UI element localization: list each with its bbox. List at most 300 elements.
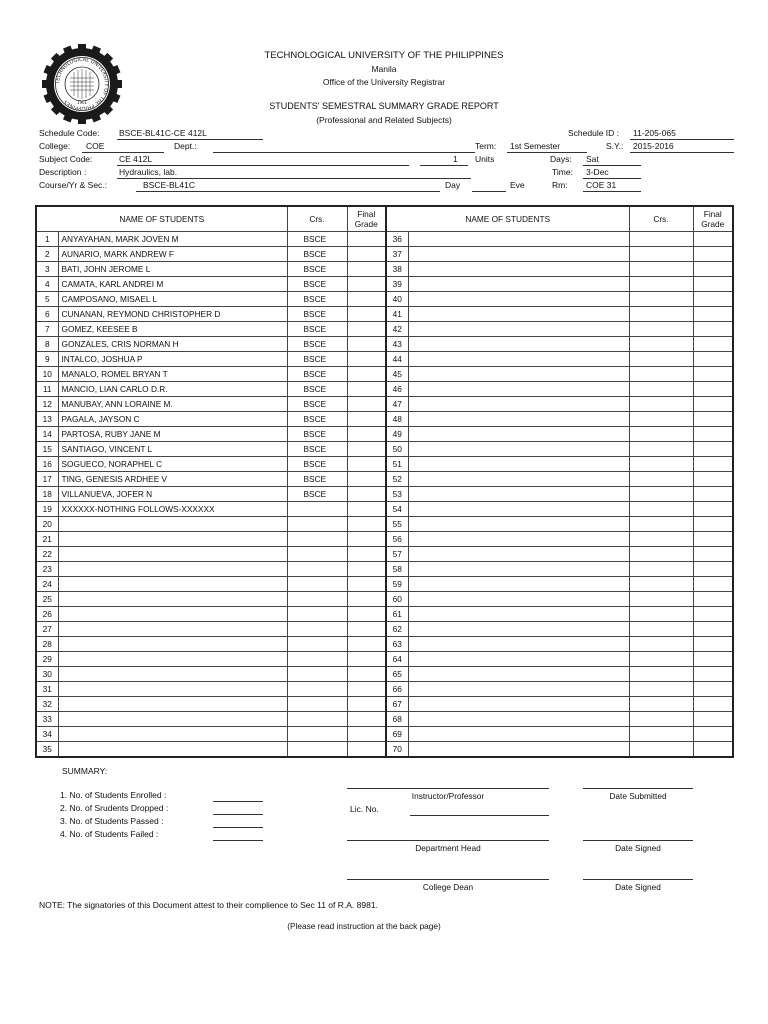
student-course xyxy=(287,742,347,758)
final-grade-cell-right xyxy=(693,562,733,577)
description-label: Description : xyxy=(39,167,87,177)
final-grade-cell xyxy=(347,622,386,637)
student-course-right xyxy=(629,532,693,547)
table-header-row xyxy=(36,206,733,232)
col-header-final-left: Final Grade xyxy=(347,206,386,232)
student-course-right xyxy=(629,697,693,712)
student-course-right xyxy=(629,727,693,742)
final-grade-cell xyxy=(347,637,386,652)
student-course-right xyxy=(629,382,693,397)
row-number-left: 3 xyxy=(36,262,58,277)
student-name xyxy=(58,727,287,742)
student-course-right xyxy=(629,292,693,307)
table-row xyxy=(36,322,733,337)
final-grade-cell xyxy=(347,667,386,682)
student-name xyxy=(58,517,287,532)
department-head-label: Department Head xyxy=(415,843,481,853)
table-row xyxy=(36,667,733,682)
row-number-right: 55 xyxy=(386,517,408,532)
summary-failed: 4. No. of Students Failed : xyxy=(60,829,159,839)
student-name: SOGUECO, NORAPHEL C xyxy=(58,457,287,472)
row-number-left: 14 xyxy=(36,427,58,442)
student-name-right xyxy=(408,457,629,472)
col-header-crs-right: Crs. xyxy=(629,206,693,232)
college-value: COE xyxy=(86,141,105,151)
final-grade-cell-right xyxy=(693,517,733,532)
days-value: Sat xyxy=(586,154,599,164)
table-row xyxy=(36,337,733,352)
student-course-right xyxy=(629,352,693,367)
table-row xyxy=(36,622,733,637)
student-name-right xyxy=(408,682,629,697)
student-course-right xyxy=(629,562,693,577)
final-grade-cell xyxy=(347,277,386,292)
student-course xyxy=(287,562,347,577)
row-number-left: 33 xyxy=(36,712,58,727)
final-grade-cell xyxy=(347,307,386,322)
student-name-right xyxy=(408,262,629,277)
student-course-right xyxy=(629,667,693,682)
student-name xyxy=(58,682,287,697)
student-course xyxy=(287,577,347,592)
student-name-right xyxy=(408,367,629,382)
student-course xyxy=(287,697,347,712)
table-row xyxy=(36,427,733,442)
table-row xyxy=(36,472,733,487)
student-name xyxy=(58,577,287,592)
final-grade-cell xyxy=(347,397,386,412)
row-number-right: 63 xyxy=(386,637,408,652)
student-name: ANYAYAHAN, MARK JOVEN M xyxy=(58,232,287,247)
student-name xyxy=(58,592,287,607)
seal-ring-text: TECHNOLOGICAL UNIVERSITY OF THE PHILIPPINES xyxy=(54,56,110,112)
row-number-left: 29 xyxy=(36,652,58,667)
row-number-left: 28 xyxy=(36,637,58,652)
final-grade-cell xyxy=(347,292,386,307)
final-grade-cell xyxy=(347,517,386,532)
final-grade-cell xyxy=(347,382,386,397)
student-course-right xyxy=(629,397,693,412)
table-row xyxy=(36,742,733,758)
row-number-right: 42 xyxy=(386,322,408,337)
student-name-right xyxy=(408,247,629,262)
student-name-right xyxy=(408,742,629,758)
rm-value: COE 31 xyxy=(586,180,617,190)
student-name xyxy=(58,607,287,622)
student-course: BSCE xyxy=(287,412,347,427)
student-course xyxy=(287,502,347,517)
final-grade-cell-right xyxy=(693,472,733,487)
student-course: BSCE xyxy=(287,457,347,472)
final-grade-cell-right xyxy=(693,457,733,472)
table-row xyxy=(36,682,733,697)
student-course: BSCE xyxy=(287,442,347,457)
student-course-right xyxy=(629,277,693,292)
final-grade-cell-right xyxy=(693,382,733,397)
student-name xyxy=(58,652,287,667)
units-label: Units xyxy=(475,154,495,164)
row-number-left: 32 xyxy=(36,697,58,712)
final-grade-cell xyxy=(347,487,386,502)
student-name-right xyxy=(408,532,629,547)
student-course-right xyxy=(629,472,693,487)
final-grade-cell-right xyxy=(693,352,733,367)
student-course: BSCE xyxy=(287,427,347,442)
student-name xyxy=(58,742,287,758)
row-number-right: 64 xyxy=(386,652,408,667)
dept-label: Dept.: xyxy=(174,141,197,151)
row-number-right: 65 xyxy=(386,667,408,682)
subject-code-value: CE 412L xyxy=(119,154,153,164)
lic-no-label: Lic. No. xyxy=(350,804,379,814)
final-grade-cell-right xyxy=(693,277,733,292)
term-label: Term: xyxy=(475,141,497,151)
row-number-right: 66 xyxy=(386,682,408,697)
student-course xyxy=(287,592,347,607)
table-row xyxy=(36,712,733,727)
student-course: BSCE xyxy=(287,337,347,352)
row-number-left: 26 xyxy=(36,607,58,622)
final-grade-cell-right xyxy=(693,307,733,322)
final-grade-cell xyxy=(347,367,386,382)
row-number-left: 15 xyxy=(36,442,58,457)
student-name: PARTOSA, RUBY JANE M xyxy=(58,427,287,442)
final-grade-cell-right xyxy=(693,682,733,697)
student-course-right xyxy=(629,652,693,667)
student-name-right xyxy=(408,622,629,637)
student-name: TING, GENESIS ARDHEE V xyxy=(58,472,287,487)
student-name-right xyxy=(408,472,629,487)
student-course-right xyxy=(629,742,693,758)
col-header-name-right: NAME OF STUDENTS xyxy=(386,206,629,232)
student-name xyxy=(58,547,287,562)
student-name-right xyxy=(408,607,629,622)
student-course-right xyxy=(629,232,693,247)
final-grade-cell xyxy=(347,652,386,667)
row-number-right: 40 xyxy=(386,292,408,307)
student-name xyxy=(58,667,287,682)
final-grade-cell-right xyxy=(693,442,733,457)
student-name-right xyxy=(408,487,629,502)
student-course: BSCE xyxy=(287,307,347,322)
final-grade-cell-right xyxy=(693,637,733,652)
report-subtitle: (Professional and Related Subjects) xyxy=(316,115,452,125)
final-grade-cell-right xyxy=(693,712,733,727)
final-grade-cell xyxy=(347,532,386,547)
final-grade-cell-right xyxy=(693,547,733,562)
final-grade-cell-right xyxy=(693,232,733,247)
table-row xyxy=(36,367,733,382)
student-course: BSCE xyxy=(287,277,347,292)
table-row xyxy=(36,547,733,562)
student-course-right xyxy=(629,682,693,697)
row-number-left: 23 xyxy=(36,562,58,577)
student-course-right xyxy=(629,622,693,637)
student-name xyxy=(58,562,287,577)
row-number-left: 2 xyxy=(36,247,58,262)
student-course-right xyxy=(629,637,693,652)
table-row xyxy=(36,577,733,592)
student-name: AUNARIO, MARK ANDREW F xyxy=(58,247,287,262)
college-label: College: xyxy=(39,141,71,151)
row-number-right: 68 xyxy=(386,712,408,727)
student-name: VILLANUEVA, JOFER N xyxy=(58,487,287,502)
student-course: BSCE xyxy=(287,352,347,367)
final-grade-cell-right xyxy=(693,592,733,607)
student-name-right xyxy=(408,577,629,592)
row-number-right: 58 xyxy=(386,562,408,577)
student-name xyxy=(58,712,287,727)
student-course xyxy=(287,727,347,742)
date-submitted-label: Date Submitted xyxy=(609,791,667,801)
student-name-right xyxy=(408,727,629,742)
row-number-right: 44 xyxy=(386,352,408,367)
final-grade-cell xyxy=(347,712,386,727)
row-number-left: 31 xyxy=(36,682,58,697)
time-value: 3-Dec xyxy=(586,167,609,177)
schedule-id-value: 11-205-065 xyxy=(633,128,676,138)
row-number-left: 16 xyxy=(36,457,58,472)
table-row xyxy=(36,412,733,427)
student-course-right xyxy=(629,247,693,262)
row-number-left: 6 xyxy=(36,307,58,322)
student-name-right xyxy=(408,547,629,562)
time-label: Time: xyxy=(552,167,573,177)
course-value: BSCE-BL41C xyxy=(143,180,195,190)
table-row xyxy=(36,532,733,547)
summary-title: SUMMARY: xyxy=(62,766,108,776)
student-name xyxy=(58,697,287,712)
row-number-left: 10 xyxy=(36,367,58,382)
student-course xyxy=(287,682,347,697)
row-number-left: 17 xyxy=(36,472,58,487)
student-course-right xyxy=(629,367,693,382)
student-course-right xyxy=(629,592,693,607)
student-course-right xyxy=(629,262,693,277)
summary-dropped: 2. No. of Srudents Dropped : xyxy=(60,803,169,813)
table-row xyxy=(36,442,733,457)
seal-year: 1901 xyxy=(76,100,88,105)
row-number-right: 49 xyxy=(386,427,408,442)
student-name: GONZALES, CRIS NORMAN H xyxy=(58,337,287,352)
student-course: BSCE xyxy=(287,487,347,502)
rm-label: Rm: xyxy=(552,180,568,190)
student-course xyxy=(287,622,347,637)
row-number-right: 37 xyxy=(386,247,408,262)
table-row xyxy=(36,307,733,322)
row-number-left: 22 xyxy=(36,547,58,562)
student-course-right xyxy=(629,712,693,727)
student-name-right xyxy=(408,292,629,307)
student-name: BATI, JOHN JEROME L xyxy=(58,262,287,277)
student-name-right xyxy=(408,562,629,577)
table-row xyxy=(36,637,733,652)
student-name-right xyxy=(408,637,629,652)
student-course: BSCE xyxy=(287,262,347,277)
final-grade-cell xyxy=(347,502,386,517)
student-name xyxy=(58,622,287,637)
table-row xyxy=(36,247,733,262)
col-header-final-right: Final Grade xyxy=(693,206,733,232)
final-grade-cell xyxy=(347,262,386,277)
row-number-right: 45 xyxy=(386,367,408,382)
student-course-right xyxy=(629,517,693,532)
final-grade-cell-right xyxy=(693,652,733,667)
row-number-left: 24 xyxy=(36,577,58,592)
student-course-right xyxy=(629,547,693,562)
student-name-right xyxy=(408,667,629,682)
table-row xyxy=(36,517,733,532)
schedule-code-value: BSCE-BL41C-CE 412L xyxy=(119,128,207,138)
row-number-left: 27 xyxy=(36,622,58,637)
row-number-left: 35 xyxy=(36,742,58,758)
summary-passed: 3. No. of Students Passed : xyxy=(60,816,164,826)
row-number-right: 59 xyxy=(386,577,408,592)
student-name xyxy=(58,532,287,547)
table-row xyxy=(36,277,733,292)
student-course-right xyxy=(629,307,693,322)
row-number-right: 38 xyxy=(386,262,408,277)
final-grade-cell xyxy=(347,547,386,562)
student-name: MANALO, ROMEL BRYAN T xyxy=(58,367,287,382)
student-name xyxy=(58,637,287,652)
table-row xyxy=(36,262,733,277)
term-value: 1st Semester xyxy=(510,141,561,151)
student-course xyxy=(287,652,347,667)
student-course-right xyxy=(629,457,693,472)
final-grade-cell-right xyxy=(693,727,733,742)
row-number-left: 12 xyxy=(36,397,58,412)
student-name: PAGALA, JAYSON C xyxy=(58,412,287,427)
student-name-right xyxy=(408,337,629,352)
final-grade-cell xyxy=(347,232,386,247)
row-number-right: 56 xyxy=(386,532,408,547)
row-number-left: 4 xyxy=(36,277,58,292)
table-row xyxy=(36,727,733,742)
final-grade-cell xyxy=(347,727,386,742)
student-course xyxy=(287,667,347,682)
row-number-left: 18 xyxy=(36,487,58,502)
student-course: BSCE xyxy=(287,247,347,262)
row-number-right: 53 xyxy=(386,487,408,502)
row-number-right: 62 xyxy=(386,622,408,637)
row-number-left: 20 xyxy=(36,517,58,532)
student-name-right xyxy=(408,502,629,517)
eve-label: Eve xyxy=(510,180,525,190)
student-course xyxy=(287,712,347,727)
row-number-right: 70 xyxy=(386,742,408,758)
college-dean-label: College Dean xyxy=(422,882,474,892)
table-row xyxy=(36,607,733,622)
row-number-left: 30 xyxy=(36,667,58,682)
student-name-right xyxy=(408,427,629,442)
row-number-left: 9 xyxy=(36,352,58,367)
registrar-office: Office of the University Registrar xyxy=(322,77,446,87)
final-grade-cell xyxy=(347,457,386,472)
student-name: MANCIO, LIAN CARLO D.R. xyxy=(58,382,287,397)
student-course: BSCE xyxy=(287,292,347,307)
final-grade-cell xyxy=(347,322,386,337)
sy-value: 2015-2016 xyxy=(633,141,674,151)
final-grade-cell xyxy=(347,592,386,607)
final-grade-cell-right xyxy=(693,622,733,637)
student-course-right xyxy=(629,442,693,457)
row-number-right: 47 xyxy=(386,397,408,412)
final-grade-cell xyxy=(347,562,386,577)
final-grade-cell-right xyxy=(693,247,733,262)
table-row xyxy=(36,352,733,367)
student-course-right xyxy=(629,502,693,517)
table-row xyxy=(36,232,733,247)
row-number-right: 36 xyxy=(386,232,408,247)
final-grade-cell xyxy=(347,697,386,712)
final-grade-cell-right xyxy=(693,697,733,712)
student-course: BSCE xyxy=(287,322,347,337)
row-number-right: 69 xyxy=(386,727,408,742)
subject-code-label: Subject Code: xyxy=(39,154,93,164)
units-value: 1 xyxy=(453,154,458,164)
date-signed-label-1: Date Signed xyxy=(615,843,661,853)
student-name-right xyxy=(408,442,629,457)
final-grade-cell xyxy=(347,607,386,622)
final-grade-cell-right xyxy=(693,427,733,442)
days-label: Days: xyxy=(550,154,572,164)
final-grade-cell-right xyxy=(693,397,733,412)
final-grade-cell xyxy=(347,412,386,427)
student-course-right xyxy=(629,412,693,427)
student-name-right xyxy=(408,397,629,412)
final-grade-cell-right xyxy=(693,667,733,682)
student-name-right xyxy=(408,697,629,712)
student-name: INTALCO, JOSHUA P xyxy=(58,352,287,367)
col-header-crs-left: Crs. xyxy=(287,206,347,232)
row-number-left: 25 xyxy=(36,592,58,607)
table-row xyxy=(36,487,733,502)
student-course xyxy=(287,532,347,547)
row-number-left: 21 xyxy=(36,532,58,547)
student-name: CAMPOSANO, MISAEL L xyxy=(58,292,287,307)
student-name-right xyxy=(408,592,629,607)
final-grade-cell-right xyxy=(693,502,733,517)
table-row xyxy=(36,382,733,397)
final-grade-cell xyxy=(347,682,386,697)
student-name: GOMEZ, KEESEE B xyxy=(58,322,287,337)
final-grade-cell-right xyxy=(693,532,733,547)
day-label: Day xyxy=(445,180,461,190)
table-row xyxy=(36,652,733,667)
student-course: BSCE xyxy=(287,232,347,247)
row-number-right: 46 xyxy=(386,382,408,397)
student-name-right xyxy=(408,232,629,247)
student-name: XXXXXX-NOTHING FOLLOWS-XXXXXX xyxy=(58,502,287,517)
student-name-right xyxy=(408,412,629,427)
course-label: Course/Yr & Sec.: xyxy=(39,180,108,190)
row-number-right: 54 xyxy=(386,502,408,517)
note-text: NOTE: The signatories of this Document attest to their complience to Sec 11 of R.A. 8981. xyxy=(39,900,378,910)
table-row xyxy=(36,397,733,412)
student-course xyxy=(287,517,347,532)
report-title: STUDENTS' SEMESTRAL SUMMARY GRADE REPORT xyxy=(269,101,499,111)
row-number-right: 51 xyxy=(386,457,408,472)
university-name: TECHNOLOGICAL UNIVERSITY OF THE PHILIPPINES xyxy=(264,50,504,61)
row-number-left: 34 xyxy=(36,727,58,742)
student-course xyxy=(287,607,347,622)
row-number-right: 67 xyxy=(386,697,408,712)
final-grade-cell xyxy=(347,472,386,487)
final-grade-cell-right xyxy=(693,322,733,337)
final-grade-cell-right xyxy=(693,577,733,592)
row-number-left: 7 xyxy=(36,322,58,337)
